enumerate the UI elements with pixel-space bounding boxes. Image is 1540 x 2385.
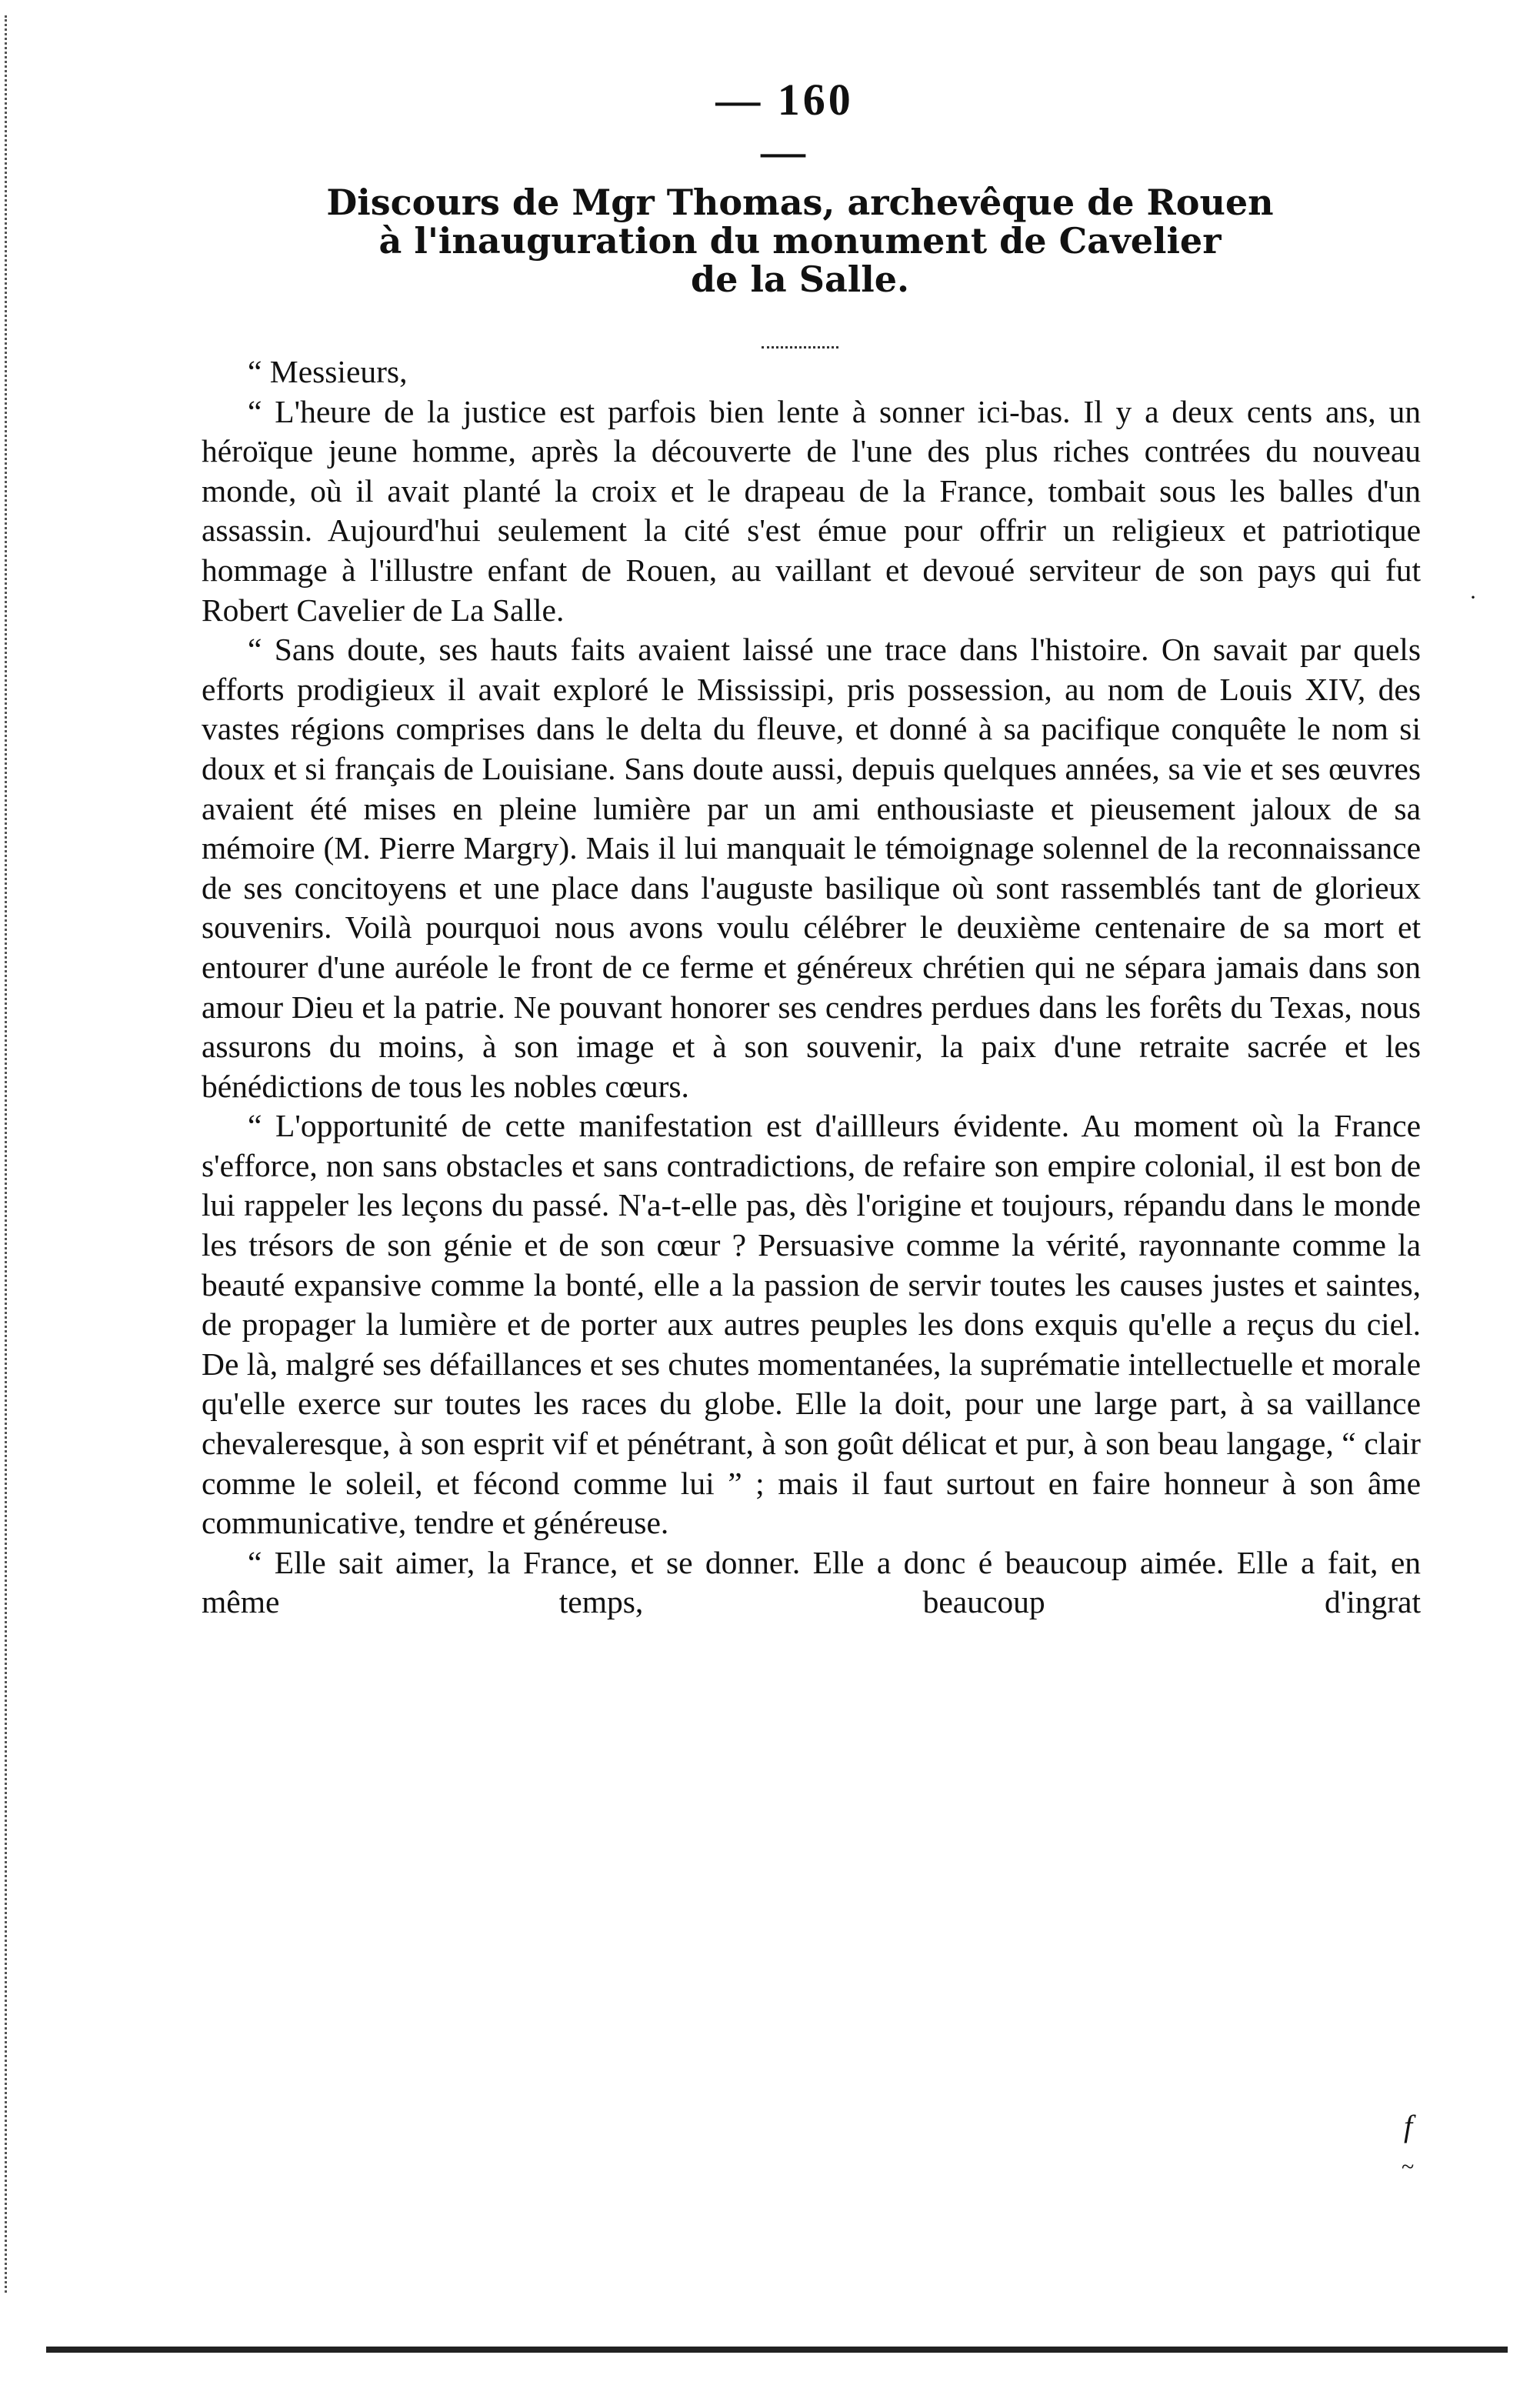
salutation: “ Messieurs, bbox=[248, 354, 408, 389]
paragraph-1: “ L'heure de la justice est parfois bien lente à sonner ici-bas. Il y a deux cents ans, un héroïque jeune homme, après la découverte de l'une des plus riches contrées du nouveau monde, où il avait planté la croix et le drapeau de la France, tombait sous les balles d'un assassin. Aujourd'hui seulement la cité s'est émue pour offrir un religieux et patriotique hommage à l'illustre enfant de Rouen, au vaillant et devoué serviteur de son pays qui fut Robert Cavelier de La Salle. bbox=[202, 393, 1421, 628]
discourse-title bbox=[177, 183, 1423, 299]
title-line-2: à l'inauguration du monument de Cavelier bbox=[378, 220, 1222, 262]
margin-note-f: f bbox=[1404, 2109, 1413, 2143]
page-number: — 160 — bbox=[715, 75, 854, 176]
bottom-edge-rule bbox=[46, 2347, 1508, 2353]
paragraph-4: “ Elle sait aimer, la France, et se donner. Elle a donc é beaucoup aimée. Elle a fait, en même temps, beaucoup d'ingrat bbox=[202, 1544, 1421, 1620]
title-divider bbox=[762, 346, 838, 349]
speech-body bbox=[202, 352, 1421, 1623]
margin-dot: · bbox=[1469, 585, 1477, 610]
binding-edge bbox=[5, 15, 13, 2293]
margin-mark: ~ bbox=[1402, 2154, 1415, 2180]
title-line-3: de la Salle. bbox=[691, 259, 909, 300]
title-line-1: Discours de Mgr Thomas, archevêque de Rouen bbox=[326, 182, 1274, 223]
paragraph-3: “ L'opportunité de cette manifestation est d'aillleurs évidente. Au moment où la France s'efforce, non sans obstacles et sans contradictions, de refaire son empire colonial, il est bon de lui rappeler les leçons du passé. N'a-t-elle pas, dès l'origine et toujours, répandu dans le monde les trésors de son génie et de son cœur ? Persuasive comme la vérité, rayonnante comme la beauté expansive comme la bonté, elle a la passion de servir toutes les causes justes et saintes, de propager la lumière et de porter aux autres peuples les dons exquis qu'elle a reçus du ciel. De là, malgré ses défaillances et ses chutes momentanées, la suprématie intellectuelle et morale qu'elle exerce sur toutes les races du globe. Elle la doit, pour une large part, à sa vaillance chevaleresque, à son esprit vif et pénétrant, à son goût délicat et pur, à son beau langage, “ clair comme le soleil, et fécond comme lui ” ; mais il faut surtout en faire honneur à son âme communicative, tendre et généreuse. bbox=[202, 1108, 1421, 1541]
paragraph-2: “ Sans doute, ses hauts faits avaient laissé une trace dans l'histoire. On savait par quels efforts prodigieux il avait exploré le Mississipi, pris possession, au nom de Louis XIV, des vastes régions comprises dans le delta du fleuve, et donné à sa pacifique conquête le nom si doux et si français de Louisiane. Sans doute aussi, depuis quelques années, sa vie et ses œuvres avaient été mises en pleine lumière par un ami enthousiaste et pieusement jaloux de sa mémoire (M. Pierre Margry). Mais il lui manquait le témoignage solennel de la reconnaissance de ses concitoyens et une place dans l'auguste basilique où sont rassemblés tant de glorieux souvenirs. Voilà pourquoi nous avons voulu célébrer le deuxième centenaire de sa mort et entourer d'une auréole le front de ce ferme et généreux chrétien qui ne sépara jamais dans son amour Dieu et la patrie. Ne pouvant honorer ses cendres perdues dans les forêts du Texas, nous assurons du moins, à son image et à son souvenir, la paix d'une retraite sacrée et les bénédictions de tous les nobles cœurs. bbox=[202, 632, 1421, 1104]
